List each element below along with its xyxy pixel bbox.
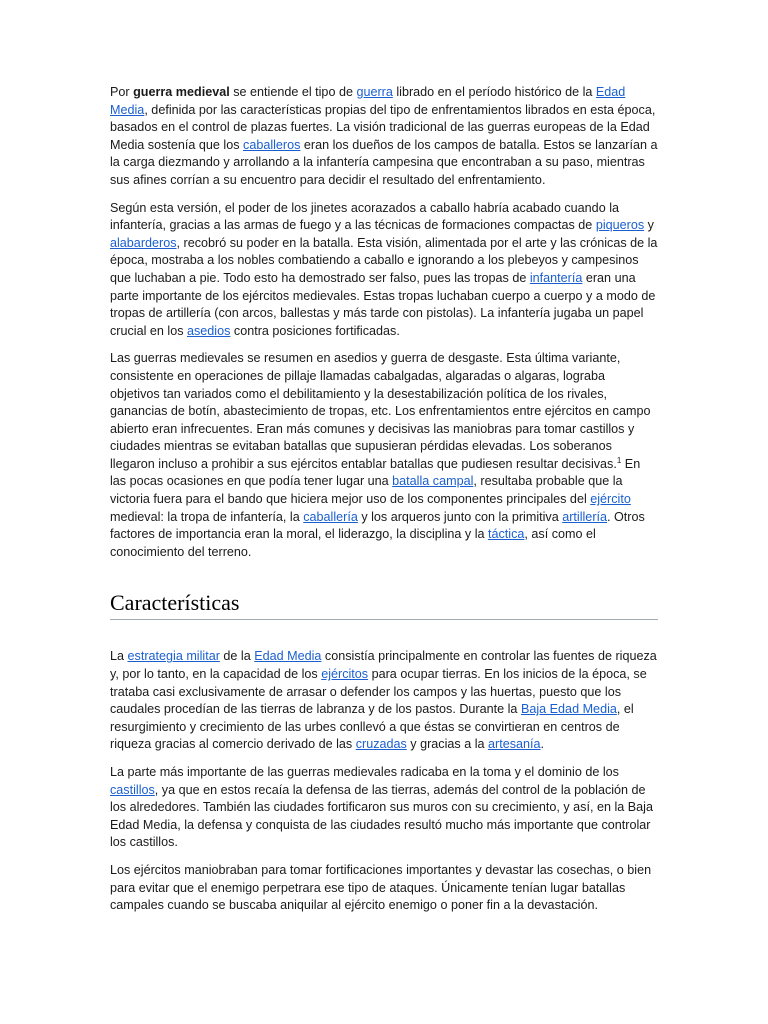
paragraph-castles bbox=[110, 764, 658, 852]
wiki-link[interactable]: Edad Media bbox=[110, 85, 626, 117]
text-run: Por bbox=[110, 85, 134, 99]
wiki-link[interactable]: cruzadas bbox=[355, 737, 407, 752]
wiki-link[interactable]: caballería bbox=[303, 509, 358, 524]
section-heading-caracteristicas: Características bbox=[110, 589, 658, 620]
text-run: . bbox=[540, 737, 545, 752]
text-run: medieval: la tropa de infantería, la bbox=[110, 509, 304, 524]
wiki-link[interactable]: alabarderos bbox=[110, 235, 177, 250]
paragraph-infantry bbox=[110, 200, 658, 341]
wiki-link[interactable]: artesanía bbox=[488, 737, 541, 752]
wiki-link[interactable]: piqueros bbox=[595, 218, 645, 233]
footnote-ref[interactable]: 1 bbox=[616, 455, 622, 465]
article-body bbox=[110, 84, 658, 925]
text-run: consistía principalmente en controlar las fuentes de riqueza y, por lo tanto, en la capacidad de los bbox=[110, 649, 657, 682]
text-run: contra posiciones fortificadas. bbox=[230, 323, 400, 338]
text-run: La parte más importante de las guerras medievales radicaba en la toma y el dominio de los bbox=[110, 765, 619, 779]
wiki-link[interactable]: Baja Edad Media bbox=[520, 702, 617, 717]
text-run: , el resurgimiento y crecimiento de las urbes conllevó a que éstas se convirtieran en centros de riqueza gracias al comercio derivado de las bbox=[110, 702, 634, 752]
wiki-link[interactable]: estrategia militar bbox=[127, 649, 220, 664]
text-run: eran los dueños de los campos de batalla. Estos se lanzarían a la carga diezmando y arrollando a la infantería campesina que encontraban a su paso, mientras sus afines corrían a su encuentro para decidir el resultado del enfrentamiento. bbox=[110, 137, 658, 187]
text-run: , definida por las características propias del tipo de enfrentamientos librados en esta época, basados en el control de plazas fuertes. La visión tradicional de las guerras europeas de la Edad Media sostenía que los bbox=[110, 102, 656, 152]
text-run: y los arqueros junto con la primitiva bbox=[357, 509, 563, 524]
text-run: En las pocas ocasiones en que podía tener lugar una bbox=[110, 456, 641, 489]
text-run: Las guerras medievales se resumen en asedios y guerra de desgaste. Esta última variante, consistente en operaciones de pillaje llamadas cabalgadas, algaradas o algaras, lograba objetivos tan variados como el debilitamiento y la desestabilización política de los rivales, ganancias de botín, abastecimiento de tropas, etc. Los enfrentamientos entre ejércitos en campo abierto eran infrecuentes. Eran más comunes y decisivas las maniobras para tomar castillos y ciudades mientras se evitaban batallas que supusieran pérdidas elevadas. Los soberanos llegaron incluso a prohibir a sus ejércitos entablar batallas que pudiesen resultar decisivas. bbox=[110, 351, 651, 471]
wiki-link[interactable]: asedios bbox=[187, 323, 231, 338]
wiki-link[interactable]: infantería bbox=[529, 270, 583, 285]
text-run: , recobró su poder en la batalla. Esta visión, alimentada por el arte y las crónicas de la época, mostraba a los nobles combatiendo a caballo e ignorando a los plebeyos y campesinos que luchaban a pie. Todo esto ha demostrado ser falso, pues las tropas de bbox=[110, 235, 658, 285]
section-spacer bbox=[110, 620, 658, 648]
wiki-link[interactable]: caballeros bbox=[243, 137, 301, 152]
text-run: de la bbox=[219, 649, 255, 664]
wiki-link[interactable]: castillos bbox=[110, 782, 155, 797]
text-run: Según esta versión, el poder de los jinetes acorazados a caballo habría acabado cuando la infantería, gracias a las armas de fuego y a las técnicas de formaciones compactas de bbox=[110, 200, 619, 233]
text-run: . Otros factores de importancia eran la moral, el liderazgo, la disciplina y la bbox=[110, 509, 645, 542]
wiki-link[interactable]: batalla campal bbox=[392, 474, 474, 489]
paragraph-siege-warfare bbox=[110, 350, 658, 561]
wiki-link[interactable]: guerra bbox=[356, 85, 393, 99]
text-run: La bbox=[110, 649, 128, 664]
wiki-link[interactable]: Edad Media bbox=[254, 649, 322, 664]
wiki-link[interactable]: artillería bbox=[562, 509, 608, 524]
text-run: y gracias a la bbox=[406, 737, 489, 752]
paragraph-strategy bbox=[110, 648, 658, 754]
text-run: eran una parte importante de los ejércitos medievales. Estas tropas luchaban cuerpo a cuerpo y a modo de tropas de artillería (con arcos, ballestas y más tarde con pistolas). La infantería jugaba un papel crucial en los bbox=[110, 270, 656, 338]
wiki-link[interactable]: táctica bbox=[488, 527, 525, 542]
bold-term: guerra medieval bbox=[133, 85, 230, 99]
paragraph-maneuvers bbox=[110, 862, 658, 915]
text-run: Los ejércitos maniobraban para tomar fortificaciones importantes y devastar las cosechas, o bien para evitar que el enemigo perpetrara ese tipo de ataques. Únicamente tenían lugar batallas campales cuando se buscaba aniquilar al ejército enemigo o poner fin a la devastación. bbox=[110, 862, 652, 913]
text-run: , ya que en estos recaía la defensa de las tierras, además del control de la población de los alrededores. También las ciudades fortificaron sus muros con su crecimiento, y así, en la Baja Edad Media, la defensa y conquista de las ciudades resultó mucho más importante que controlar los castillos. bbox=[110, 782, 653, 850]
text-run: para ocupar tierras. En los inicios de la época, se trataba casi exclusivamente de arrasar o defender los campos y las huertas, puesto que los caudales procedían de las tierras de labranza y de los pastos. Durante la bbox=[110, 667, 647, 717]
wiki-link[interactable]: ejército bbox=[590, 492, 631, 507]
text-run: se entiende el tipo de bbox=[229, 85, 357, 99]
paragraph-intro bbox=[110, 84, 658, 190]
text-run: , así como el conocimiento del terreno. bbox=[110, 527, 596, 559]
text-run: y bbox=[644, 218, 654, 233]
wiki-link[interactable]: ejércitos bbox=[321, 667, 369, 682]
text-run: , resultaba probable que la victoria fuera para el bando que hiciera mejor uso de los componentes principales del bbox=[110, 474, 623, 507]
text-run: librado en el período histórico de la bbox=[392, 85, 596, 99]
